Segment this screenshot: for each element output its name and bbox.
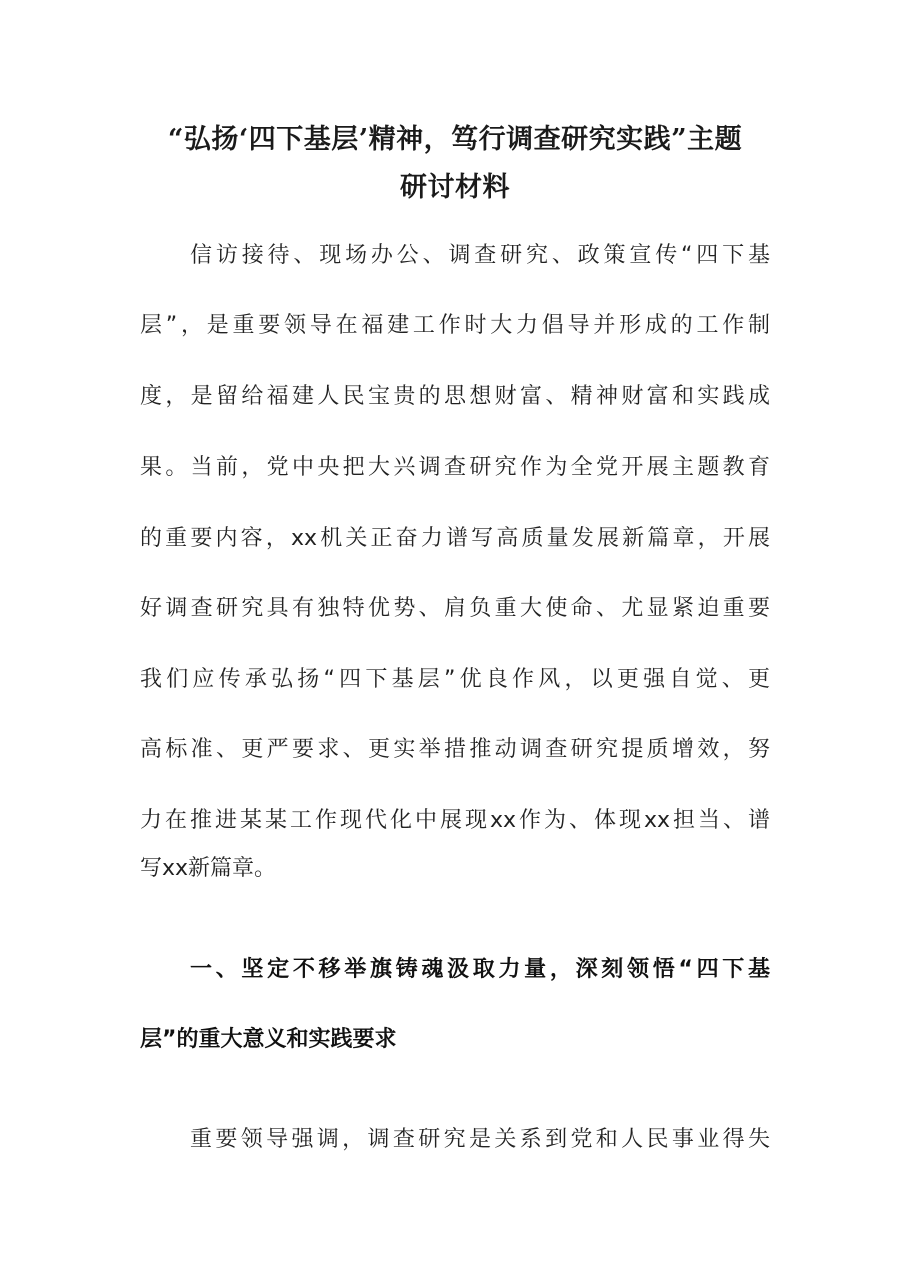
section-heading-line: 层”的重大意义和实践要求 xyxy=(140,1027,397,1052)
paragraph-1-line: 好调查研究具有独特优势、肩负重大使命、尤显紧迫重要 xyxy=(140,596,770,621)
section-heading-line: 一、坚定不移举旗铸魂汲取力量，深刻领悟“四下基 xyxy=(190,957,770,982)
paragraph-1-line: 写xx新篇章。 xyxy=(140,856,277,881)
document-title-line-2: 研讨材料 xyxy=(400,172,510,203)
paragraph-1-line: 层”，是重要领导在福建工作时大力倡导并形成的工作制 xyxy=(140,313,770,338)
paragraph-1-line: 信访接待、现场办公、调查研究、政策宣传“四下基 xyxy=(190,243,770,268)
paragraph-1-line: 高标准、更严要求、更实举措推动调查研究提质增效，努 xyxy=(140,737,770,762)
paragraph-1-line: 果。当前，党中央把大兴调查研究作为全党开展主题教育 xyxy=(140,455,770,480)
paragraph-1-line: 力在推进某某工作现代化中展现xx作为、体现xx担当、谱 xyxy=(140,808,770,833)
paragraph-1-line: 我们应传承弘扬“四下基层”优良作风，以更强自觉、更 xyxy=(140,667,770,692)
paragraph-1-line: 的重要内容，xx机关正奋力谱写高质量发展新篇章，开展 xyxy=(140,526,770,551)
document-title-line-1: “弘扬‘四下基层’精神，笃行调查研究实践”主题 xyxy=(167,124,743,155)
paragraph-2-line: 重要领导强调，调查研究是关系到党和人民事业得失 xyxy=(190,1127,770,1152)
paragraph-1-line: 度，是留给福建人民宝贵的思想财富、精神财富和实践成 xyxy=(140,384,770,409)
